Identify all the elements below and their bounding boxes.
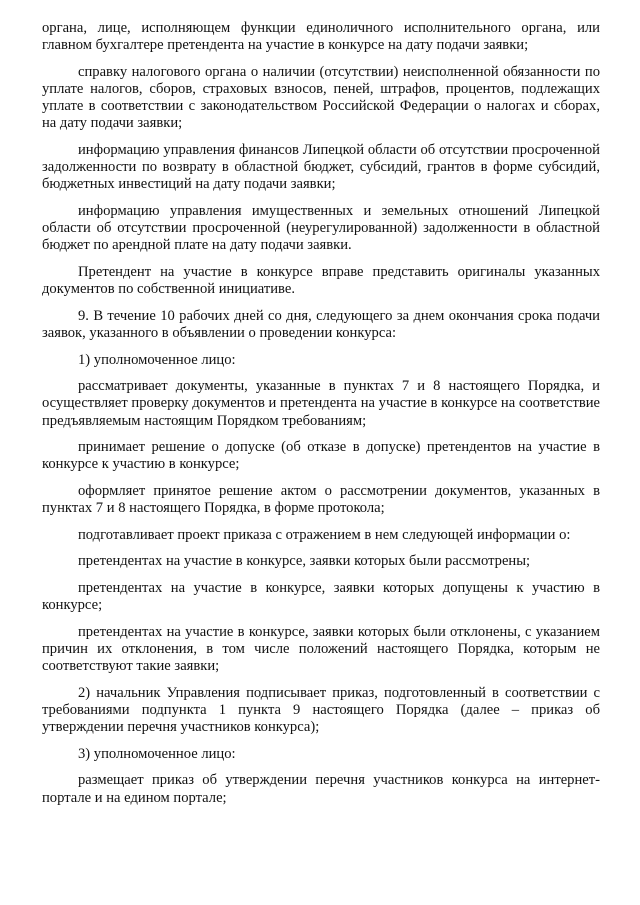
paragraph-protocol: оформляет принятое решение актом о рассмотрении документов, указанных в пунктах 7 и 8 настоящего Порядка, в форме протокола; bbox=[42, 482, 600, 517]
paragraph-property-info: информацию управления имущественных и земельных отношений Липецкой области об отсутствии просроченной (неурегулированной) задолженности в областной бюджет по арендной плате на дату подачи заявки. bbox=[42, 203, 600, 254]
paragraph-finance-info: информацию управления финансов Липецкой области об отсутствии просроченной задолженности по возврату в областной бюджет, субсидий, грантов в форме субсидий, бюджетных инвестиций на дату подачи заявки; bbox=[42, 142, 600, 193]
document-body bbox=[42, 20, 600, 816]
paragraph-item-9: 9. В течение 10 рабочих дней со дня, следующего за днем окончания срока подачи заявок, указанного в объявлении о проведении конкурса: bbox=[42, 307, 600, 341]
paragraph-reviewed-applicants: претендентах на участие в конкурсе, заявки которых были рассмотрены; bbox=[78, 553, 531, 570]
paragraph-subitem-3: 3) уполномоченное лицо: bbox=[78, 745, 236, 762]
paragraph-subitem-2: 2) начальник Управления подписывает приказ, подготовленный в соответствии с требованиями подпункта 1 пункта 9 настоящего Порядка (далее – приказ об утверждении перечня участников конкурса); bbox=[42, 684, 600, 736]
paragraph-originals: Претендент на участие в конкурсе вправе представить оригиналы указанных документов по собственной инициативе. bbox=[42, 264, 600, 298]
paragraph-draft-order: подготавливает проект приказа с отражением в нем следующей информации о: bbox=[78, 526, 571, 543]
paragraph-admitted-applicants: претендентах на участие в конкурсе, заявки которых допущены к участию в конкурсе; bbox=[42, 579, 600, 614]
paragraph-tax-certificate: справку налогового органа о наличии (отсутствии) неисполненной обязанности по уплате налогов, сборов, страховых взносов, пеней, штрафов, процентов, подлежащих уплате в соответствии с законодательством Российской Федерации о налогах и сборах, на дату подачи заявки; bbox=[42, 63, 600, 132]
paragraph-rejected-applicants: претендентах на участие в конкурсе, заявки которых были отклонены, с указанием причин их отклонения, в том числе положений настоящего Порядка, которым не соответствуют такие заявки; bbox=[42, 623, 600, 675]
paragraph-admission-decision: принимает решение о допуске (об отказе в допуске) претендентов на участие в конкурсе к участию в конкурсе; bbox=[42, 439, 600, 473]
paragraph-continuation: органа, лице, исполняющем функции единоличного исполнительного органа, или главном бухгалтере претендента на участие в конкурсе на дату подачи заявки; bbox=[42, 20, 600, 54]
paragraph-reviews-documents: рассматривает документы, указанные в пунктах 7 и 8 настоящего Порядка, и осуществляет проверку документов и претендента на участие в конкурсе на соответствие предъявляемым настоящим Порядком требованиям; bbox=[42, 378, 600, 429]
paragraph-subitem-1: 1) уполномоченное лицо: bbox=[78, 351, 236, 368]
paragraph-publishes-order: размещает приказ об утверждении перечня участников конкурса на интернет-портале и на едином портале; bbox=[42, 772, 600, 806]
